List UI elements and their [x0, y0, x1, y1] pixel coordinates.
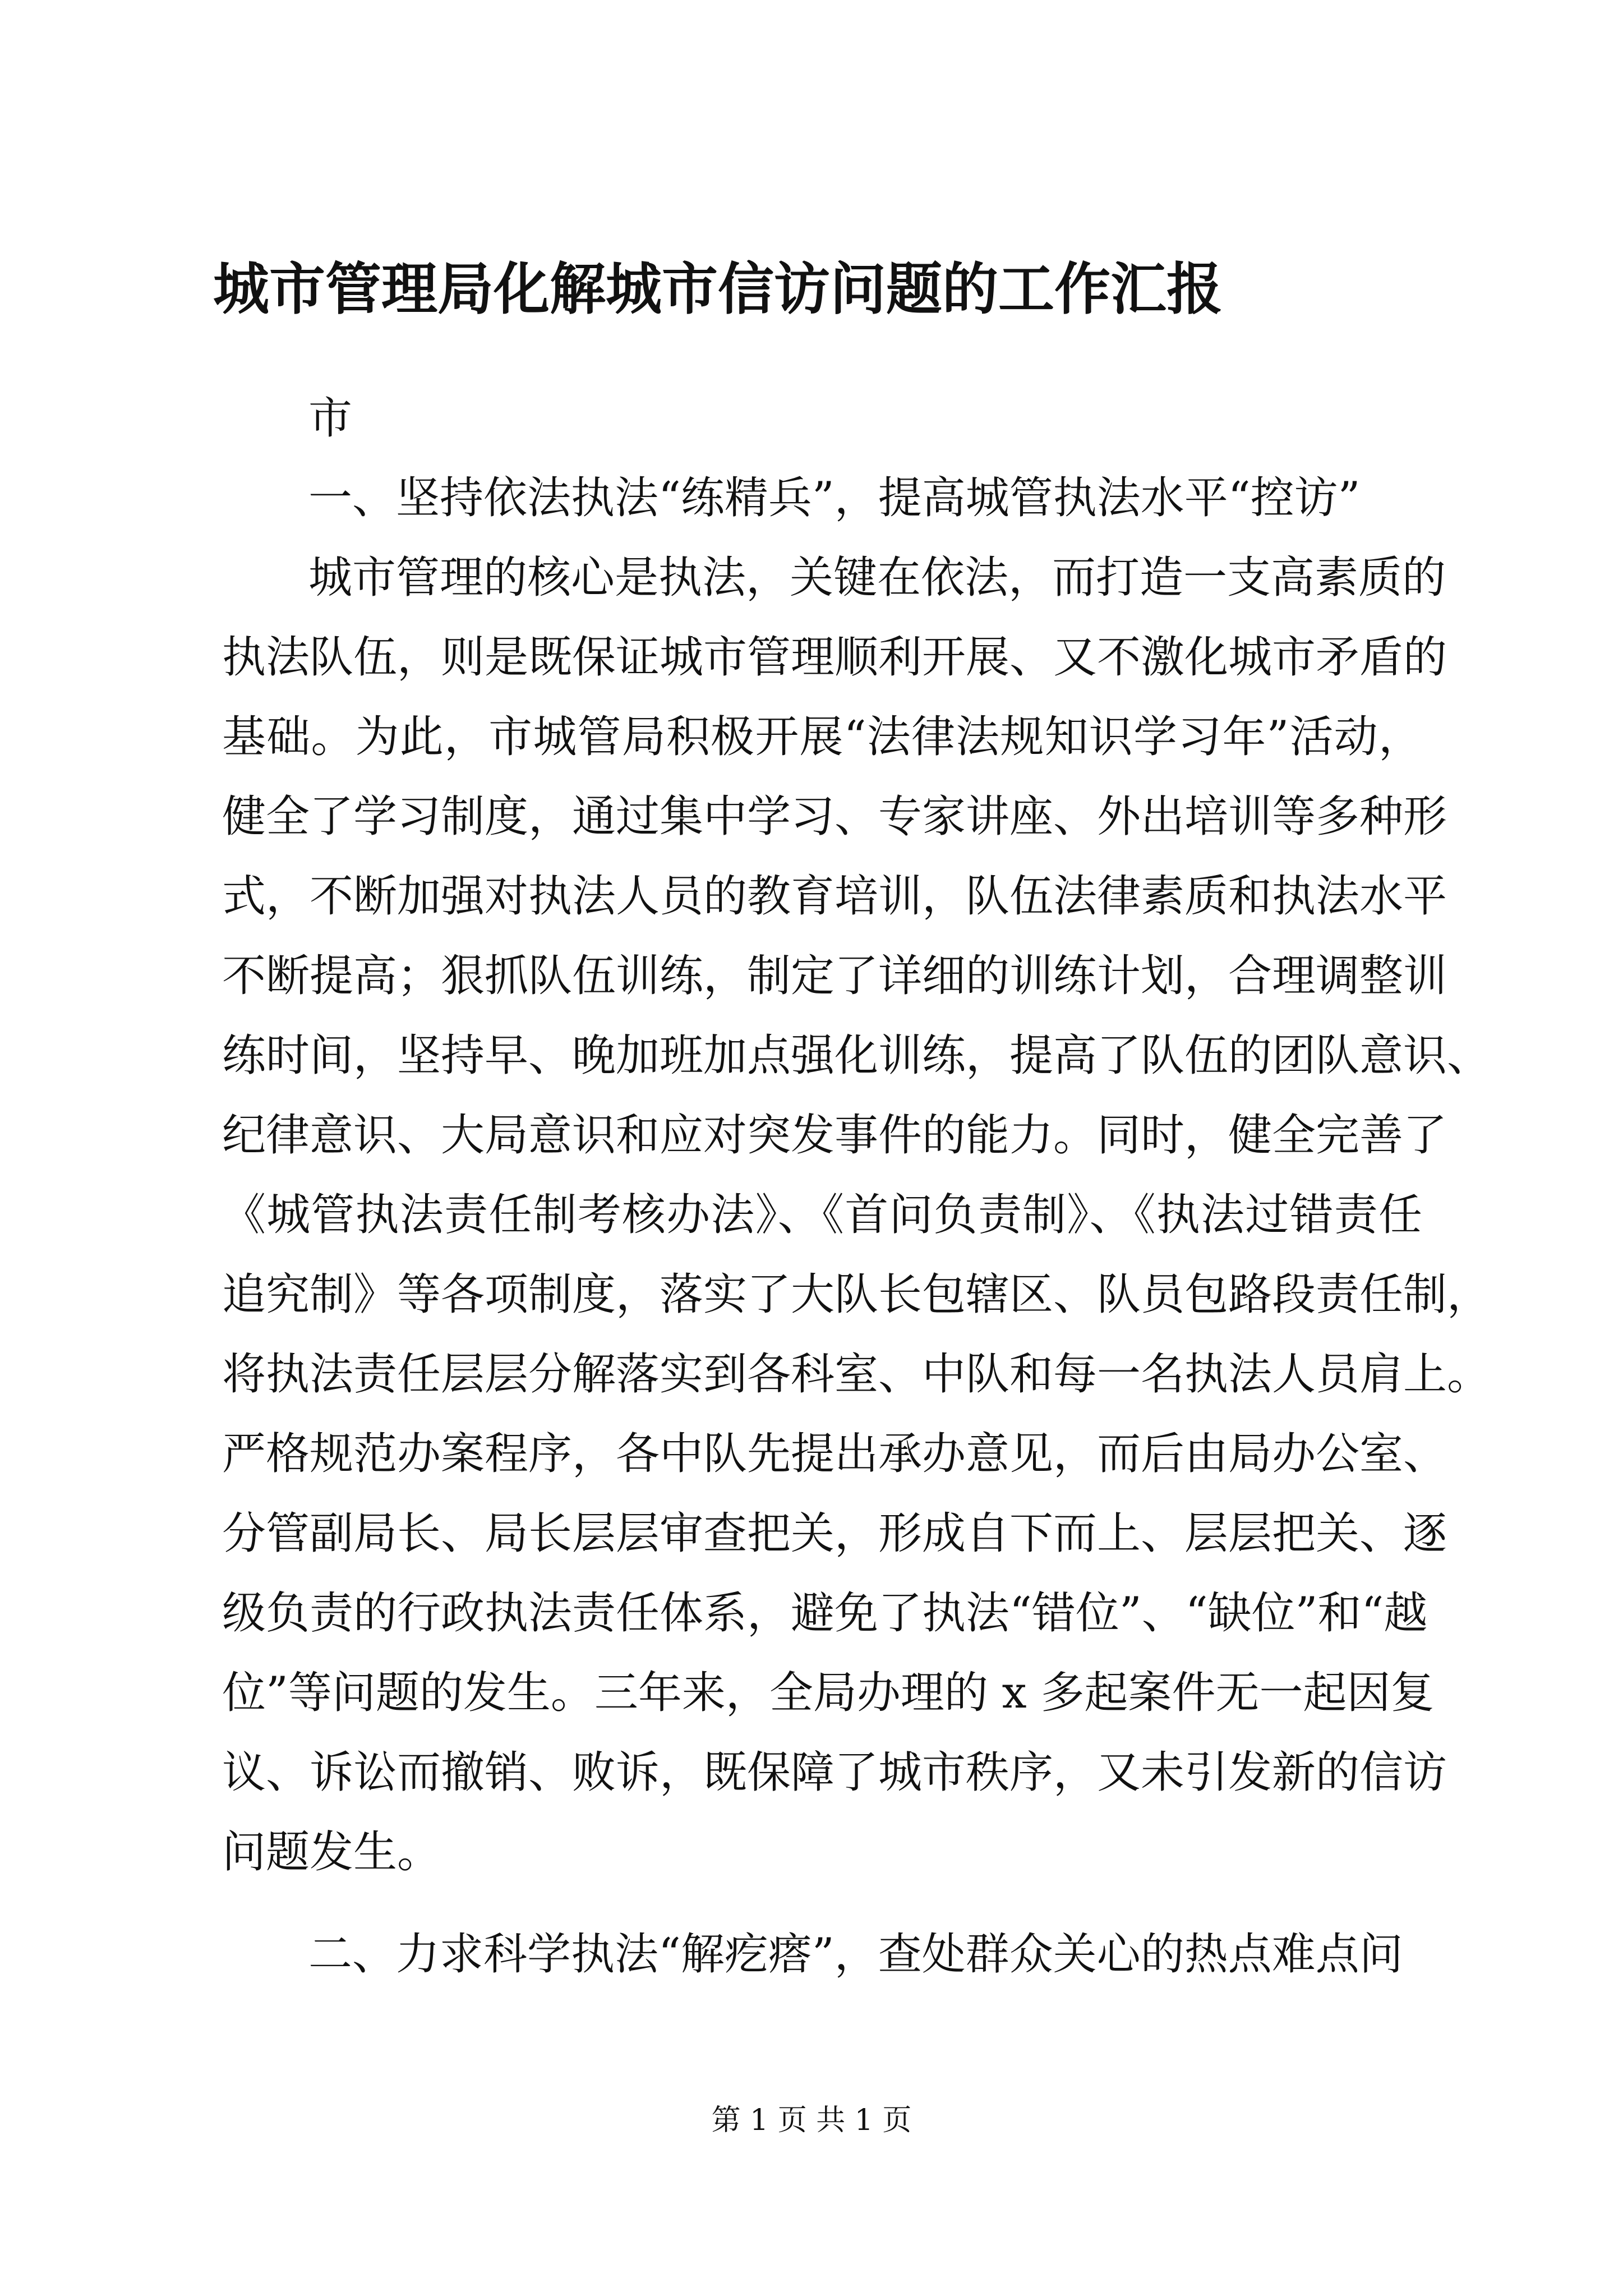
paragraph-line: 问题发生。 — [222, 1827, 441, 1878]
paragraph-line: 纪律意识、大局意识和应对突发事件的能力。同时，健全完善了 — [222, 1110, 1447, 1161]
paragraph-1 — [222, 538, 1491, 1892]
paragraph-line: 基础。为此，市城管局积极开展“法律法规知识学习年”活动， — [222, 712, 1422, 762]
paragraph-line: 严格规范办案程序，各中队先提出承办意见，而后由局办公室、 — [222, 1429, 1447, 1479]
paragraph-line: 健全了学习制度，通过集中学习、专家讲座、外出培训等多种形 — [222, 792, 1447, 842]
document-body — [222, 379, 1491, 1994]
document-title: 城市管理局化解城市信访问题的工作汇报 — [213, 256, 1223, 322]
paragraph-line: 执法队伍，则是既保证城市管理顺利开展、又不激化城市矛盾的 — [222, 632, 1447, 683]
paragraph-line: 式，不断加强对执法人员的教育培训，队伍法律素质和执法水平 — [222, 871, 1447, 922]
paragraph-line: 城市管理的核心是执法，关键在依法，而打造一支高素质的 — [308, 553, 1446, 603]
paragraph-line: 议、诉讼而撤销、败诉，既保障了城市秩序，又未引发新的信访 — [222, 1747, 1447, 1798]
paragraph-line: 练时间，坚持早、晚加班加点强化训练，提高了队伍的团队意识、 — [222, 1030, 1491, 1081]
paragraph-line: 将执法责任层层分解落实到各科室、中队和每一名执法人员肩上。 — [222, 1349, 1491, 1400]
paragraph-line: 位”等问题的发生。三年来，全局办理的 x 多起案件无一起因复 — [222, 1668, 1435, 1718]
section-heading-2: 二、力求科学执法“解疙瘩”，查处群众关心的热点难点问 — [308, 1929, 1403, 1980]
paragraph-line: 级负责的行政执法责任体系，避免了执法“错位”、“缺位”和“越 — [222, 1588, 1428, 1639]
paragraph-line: 追究制》等各项制度，落实了大队长包辖区、队员包路段责任制， — [222, 1269, 1491, 1320]
paragraph-line: 分管副局长、局长层层审查把关，形成自下而上、层层把关、逐 — [222, 1508, 1447, 1559]
paragraph-line: 不断提高；狠抓队伍训练，制定了详细的训练计划，合理调整训 — [222, 951, 1447, 1001]
salutation: 市 — [308, 393, 353, 444]
section-heading-1: 一、坚持依法执法“练精兵”，提高城管执法水平“控访” — [308, 473, 1361, 523]
paragraph-line: 《城管执法责任制考核办法》、《首问负责制》、《执法过错责任 — [222, 1190, 1422, 1240]
page-footer: 第 1 页 共 1 页 — [711, 2104, 912, 2137]
